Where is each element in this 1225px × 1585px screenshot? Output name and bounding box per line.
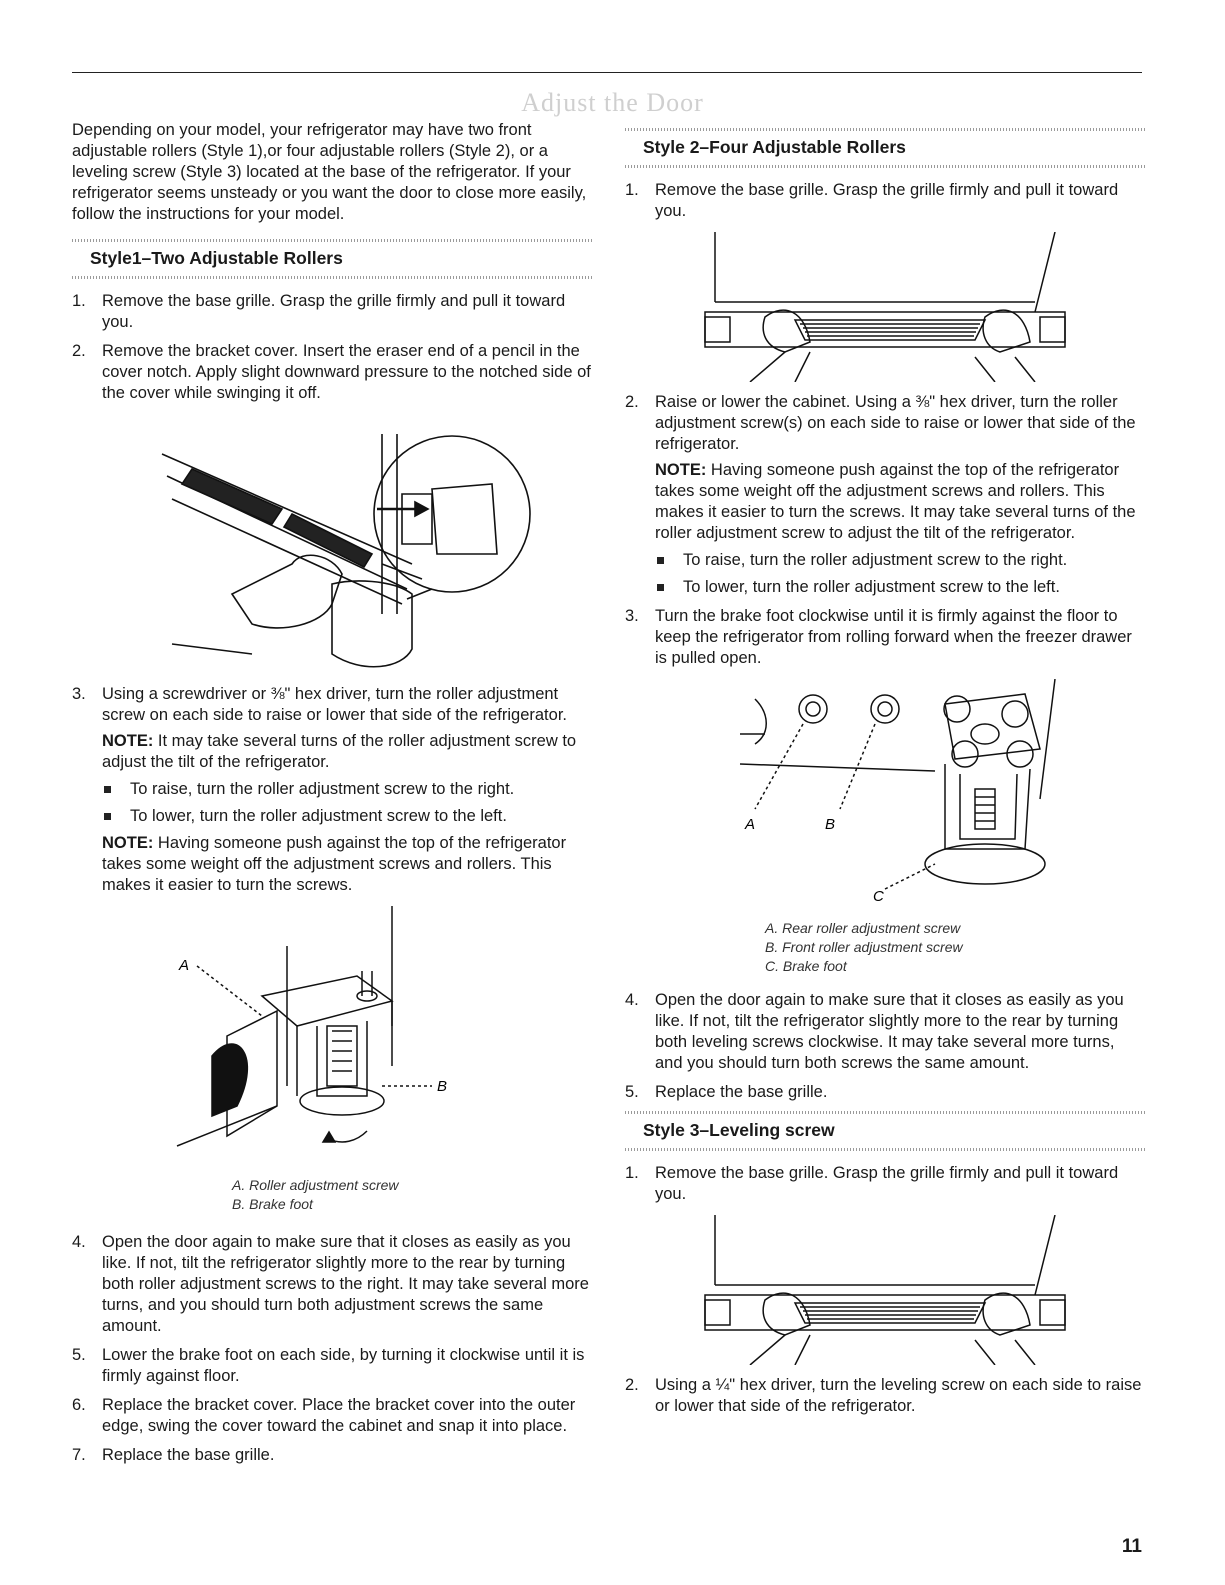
note-label: NOTE: (655, 461, 707, 479)
style3-heading: Style 3–Leveling screw (643, 1120, 835, 1140)
step-text: Remove the bracket cover. Insert the eraser end of a pencil in the cover notch. Apply slight downward pressure to the notched side of the cover while swinging it off. (102, 342, 591, 402)
caption-line: A. Roller adjustment screw (232, 1177, 399, 1193)
step-text: Turn the brake foot clockwise until it is firmly against the floor to keep the refrigerator from rolling forward when the freezer drawer is pulled open. (655, 607, 1132, 667)
page-number: 11 (1121, 1536, 1142, 1557)
list-item (72, 341, 592, 404)
intro-paragraph: Depending on your model, your refrigerator may have two front adjustable rollers (Style 1),or four adjustable rollers (Style 2), or a leveling screw (Style 3) located at the base of the refrigerator. If your refrigerator seems unsteady or you want the door to close more easily, follow the instructions for your model. (72, 121, 587, 223)
dotted-rule (625, 128, 1145, 131)
step-text: Open the door again to make sure that it closes as easily as you like. If not, tilt the refrigerator slightly more to the rear by turning both leveling screws clockwise. It may take several more turns, and you should turn both screws the same amount. (655, 991, 1124, 1072)
style3-steps-continued (625, 1375, 1145, 1417)
four-roller-illustration (695, 679, 1075, 909)
step-number: 1. (625, 181, 639, 199)
top-rule (72, 72, 1142, 73)
bullet-list (655, 550, 1145, 598)
step-text: Using a ¼" hex driver, turn the leveling screw on each side to raise or lower that side of the refrigerator. (655, 1376, 1142, 1415)
style2-steps-final (625, 990, 1145, 1103)
step-number: 3. (625, 607, 639, 625)
step-number: 5. (72, 1346, 86, 1364)
bracket-cover-illustration (132, 414, 532, 674)
step-number: 4. (625, 991, 639, 1009)
left-column (72, 120, 592, 1474)
step-text: Remove the base grille. Grasp the grille firmly and pull it toward you. (655, 1164, 1119, 1203)
bullet-raise: To raise, turn the roller adjustment screw to the right. (102, 779, 592, 800)
step-number: 2. (625, 393, 639, 411)
step-text: Lower the brake foot on each side, by turning it clockwise until it is firmly against floor. (102, 1346, 585, 1385)
list-item (72, 1232, 592, 1337)
list-item (625, 990, 1145, 1074)
step-text: Replace the bracket cover. Place the bracket cover into the outer edge, swing the cover toward the cabinet and snap it into place. (102, 1396, 576, 1435)
note-text: Having someone push against the top of the refrigerator takes some weight off the adjustment screws and rollers. This makes it easier to turn the screws. (102, 834, 567, 894)
note (102, 833, 592, 896)
step-number: 2. (625, 1376, 639, 1394)
note (655, 460, 1145, 544)
style2-steps (625, 180, 1145, 222)
style2-heading: Style 2–Four Adjustable Rollers (643, 137, 906, 157)
bullet-lower: To lower, turn the roller adjustment screw to the left. (102, 806, 592, 827)
list-item (72, 684, 592, 896)
step-text: Open the door again to make sure that it closes as easily as you like. If not, tilt the refrigerator slightly more to the rear by turning both roller adjustment screws to the right. It may take several more turns, and you should turn both adjustment screws the same amount. (102, 1233, 589, 1335)
figure-label-a: A (745, 816, 756, 833)
figure-label-b: B (437, 1078, 448, 1095)
step-number: 1. (625, 1164, 639, 1182)
caption-line: A. Rear roller adjustment screw (765, 920, 961, 936)
page-title: Adjust the Door (521, 88, 704, 117)
dotted-rule (72, 276, 592, 279)
list-item (72, 1445, 592, 1466)
step-text: Replace the base grille. (102, 1446, 275, 1464)
step-number: 3. (72, 685, 86, 703)
step-text: Remove the base grille. Grasp the grille firmly and pull it toward you. (655, 181, 1119, 220)
step-number: 5. (625, 1083, 639, 1101)
dotted-rule (625, 1148, 1145, 1151)
list-item (625, 180, 1145, 222)
style3-steps (625, 1163, 1145, 1205)
step-number: 6. (72, 1396, 86, 1414)
step-text: Using a screwdriver or ⅜" hex driver, turn the roller adjustment screw on each side to raise or lower that side of the refrigerator. (102, 685, 567, 724)
dotted-rule (72, 239, 592, 242)
note-text: Having someone push against the top of the refrigerator takes some weight off the adjustment screws and rollers. This makes it easier to turn the screws. It may take several turns of the roller adjustment screw to adjust the tilt of the refrigerator. (655, 461, 1136, 542)
dotted-rule (625, 165, 1145, 168)
note-label: NOTE: (102, 732, 154, 750)
grille-removal-illustration (695, 232, 1075, 382)
style2-steps-continued (625, 392, 1145, 669)
step-text: Remove the base grille. Grasp the grille firmly and pull it toward you. (102, 292, 566, 331)
style2-section-header (625, 128, 1145, 168)
note-label: NOTE: (102, 834, 154, 852)
caption-line: C. Brake foot (765, 958, 847, 974)
caption-line: B. Brake foot (232, 1196, 313, 1212)
step-number: 7. (72, 1446, 86, 1464)
figure-label-b: B (825, 816, 836, 833)
list-item (72, 291, 592, 333)
step-number: 1. (72, 292, 86, 310)
list-item (625, 606, 1145, 669)
style1-steps (72, 291, 592, 404)
bullet-raise: To raise, turn the roller adjustment screw to the right. (655, 550, 1145, 571)
step-text: Raise or lower the cabinet. Using a ⅜" hex driver, turn the roller adjustment screw(s) on each side to raise or lower that side of the refrigerator. (655, 393, 1136, 453)
caption-line: B. Front roller adjustment screw (765, 939, 963, 955)
style1-section-header (72, 239, 592, 279)
list-item (625, 1082, 1145, 1103)
bullet-lower: To lower, turn the roller adjustment screw to the left. (655, 577, 1145, 598)
style1-steps-final (72, 1232, 592, 1466)
step-number: 4. (72, 1233, 86, 1251)
list-item (72, 1345, 592, 1387)
list-item (625, 1163, 1145, 1205)
figure-label-a: A (179, 957, 190, 974)
bullet-list (102, 779, 592, 827)
style3-section-header (625, 1111, 1145, 1151)
figure-caption (232, 1176, 592, 1214)
dotted-rule (625, 1111, 1145, 1114)
list-item (625, 1375, 1145, 1417)
style1-steps-continued (72, 684, 592, 896)
list-item (72, 1395, 592, 1437)
figure-caption (765, 919, 1145, 976)
grille-removal-illustration (695, 1215, 1075, 1365)
step-number: 2. (72, 342, 86, 360)
right-column (625, 120, 1145, 1425)
step-text: Replace the base grille. (655, 1083, 828, 1101)
note (102, 731, 592, 773)
list-item (625, 392, 1145, 598)
roller-illustration (167, 906, 497, 1166)
note-text: It may take several turns of the roller adjustment screw to adjust the tilt of the refrigerator. (102, 732, 577, 771)
figure-label-c: C (873, 888, 884, 905)
style1-heading: Style1–Two Adjustable Rollers (90, 248, 343, 268)
